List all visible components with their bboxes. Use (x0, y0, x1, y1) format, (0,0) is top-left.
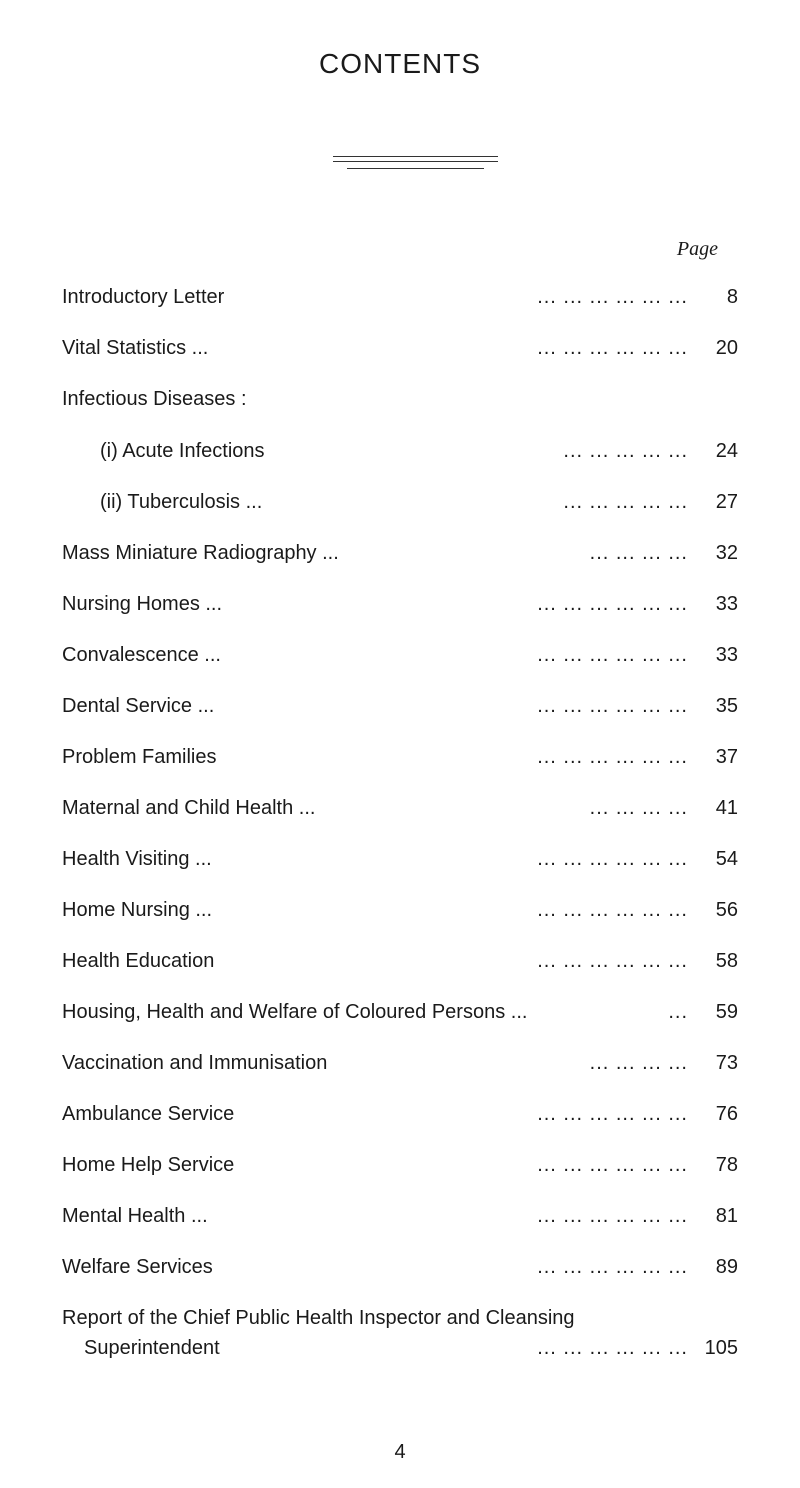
leader-dots: ... ... ... ... ... ... (537, 848, 688, 870)
toc-entry-label: Home Help Service (62, 1154, 235, 1176)
page-number: 4 (394, 1441, 406, 1463)
title-rule (347, 168, 484, 169)
leader-dots: ... ... ... ... (589, 1052, 688, 1074)
leader-dots: ... ... ... ... ... ... (537, 286, 688, 308)
toc-entry-label-continued: Superintendent (84, 1337, 220, 1359)
toc-entry-vital-statistics[interactable] (62, 337, 738, 367)
toc-entry-home-help-service[interactable] (62, 1154, 738, 1184)
toc-entry-page: 27 (715, 491, 738, 513)
leader-dots: ... ... ... ... ... ... (537, 1103, 688, 1125)
toc-entry-home-nursing[interactable] (62, 899, 738, 929)
toc-entry-tuberculosis[interactable] (62, 491, 738, 521)
toc-entry-infectious-diseases[interactable] (62, 388, 738, 418)
toc-entry-label: Vital Statistics ... (62, 337, 209, 359)
toc-entry-page: 58 (715, 950, 738, 972)
toc-entry-page: 89 (715, 1256, 738, 1278)
toc-entry-vaccination[interactable] (62, 1052, 738, 1082)
toc-entry-welfare-services[interactable] (62, 1256, 738, 1286)
toc-entry-page: 32 (715, 542, 738, 564)
toc-entry-label: Maternal and Child Health ... (62, 797, 316, 819)
toc-entry-nursing-homes[interactable] (62, 593, 738, 623)
toc-entry-label: Introductory Letter (62, 286, 225, 308)
toc-entry-page: 76 (715, 1103, 738, 1125)
toc-entry-page: 33 (715, 593, 738, 615)
toc-entry-problem-families[interactable] (62, 746, 738, 776)
toc-entry-page: 24 (715, 440, 738, 462)
toc-entry-label: Report of the Chief Public Health Inspector and Cleansing (62, 1307, 575, 1329)
leader-dots: ... ... ... ... ... (563, 440, 688, 462)
toc-entry-acute-infections[interactable] (62, 440, 738, 470)
leader-dots: ... ... ... ... ... ... (537, 1205, 688, 1227)
leader-dots: ... ... ... ... ... ... (537, 746, 688, 768)
toc-entry-page: 33 (715, 644, 738, 666)
leader-dots: ... ... ... ... ... ... (537, 593, 688, 615)
toc-entry-page: 54 (715, 848, 738, 870)
toc-entry-introductory-letter[interactable] (62, 286, 738, 316)
toc-entry-mass-miniature-radiography[interactable] (62, 542, 738, 572)
toc-entry-health-education[interactable] (62, 950, 738, 980)
leader-dots: ... ... ... ... ... ... (537, 899, 688, 921)
page-column-heading: Page (676, 238, 718, 260)
leader-dots: ... ... ... ... ... (563, 491, 688, 513)
toc-entry-mental-health[interactable] (62, 1205, 738, 1235)
toc-entry-label: Problem Families (62, 746, 217, 768)
toc-entry-label: (ii) Tuberculosis ... (100, 491, 263, 513)
toc-entry-label: Dental Service ... (62, 695, 215, 717)
toc-entry-label: Welfare Services (62, 1256, 213, 1278)
toc-entry-dental-service[interactable] (62, 695, 738, 725)
leader-dots: ... ... ... ... ... ... (537, 695, 688, 717)
toc-entry-label: Health Education (62, 950, 215, 972)
toc-entry-label: Housing, Health and Welfare of Coloured Persons ... (62, 1001, 528, 1023)
toc-entry-chief-public-health-inspector[interactable] (62, 1307, 738, 1367)
toc-entry-label: Convalescence ... (62, 644, 221, 666)
toc-entry-label: Home Nursing ... (62, 899, 213, 921)
toc-entry-page: 81 (715, 1205, 738, 1227)
leader-dots: ... ... ... ... ... ... (537, 1154, 688, 1176)
toc-entry-label: (i) Acute Infections (100, 440, 265, 462)
toc-entry-label: Mass Miniature Radiography ... (62, 542, 339, 564)
leader-dots: ... ... ... ... ... ... (537, 337, 688, 359)
toc-entry-page: 59 (715, 1001, 738, 1023)
leader-dots: ... ... ... ... (589, 797, 688, 819)
toc-entry-maternal-child-health[interactable] (62, 797, 738, 827)
toc-entry-page: 37 (715, 746, 738, 768)
toc-entry-page: 78 (715, 1154, 738, 1176)
leader-dots: ... ... ... ... (589, 542, 688, 564)
leader-dots: ... ... ... ... ... ... (537, 644, 688, 666)
toc-entry-label: Mental Health ... (62, 1205, 208, 1227)
title-rule (333, 156, 498, 157)
toc-entry-convalescence[interactable] (62, 644, 738, 674)
toc-entry-label: Infectious Diseases : (62, 388, 247, 410)
leader-dots: ... ... ... ... ... ... (537, 1337, 688, 1359)
toc-entry-page: 105 (704, 1337, 738, 1359)
toc-entry-label: Vaccination and Immunisation (62, 1052, 328, 1074)
leader-dots: ... ... ... ... ... ... (537, 950, 688, 972)
toc-entry-label: Health Visiting ... (62, 848, 212, 870)
page-title: CONTENTS (319, 48, 481, 79)
toc-entry-housing-coloured-persons[interactable] (62, 1001, 738, 1031)
toc-entry-page: 20 (715, 337, 738, 359)
toc-entry-page: 8 (726, 286, 738, 308)
toc-entry-ambulance-service[interactable] (62, 1103, 738, 1133)
toc-entry-page: 35 (715, 695, 738, 717)
leader-dots: ... ... ... ... ... ... (537, 1256, 688, 1278)
toc-entry-health-visiting[interactable] (62, 848, 738, 878)
toc-entry-page: 41 (715, 797, 738, 819)
toc-entry-label: Nursing Homes ... (62, 593, 223, 615)
leader-dots: ... (668, 1001, 688, 1023)
toc-entry-page: 73 (715, 1052, 738, 1074)
title-rule (333, 161, 498, 162)
toc-entry-label: Ambulance Service (62, 1103, 235, 1125)
toc-entry-page: 56 (715, 899, 738, 921)
